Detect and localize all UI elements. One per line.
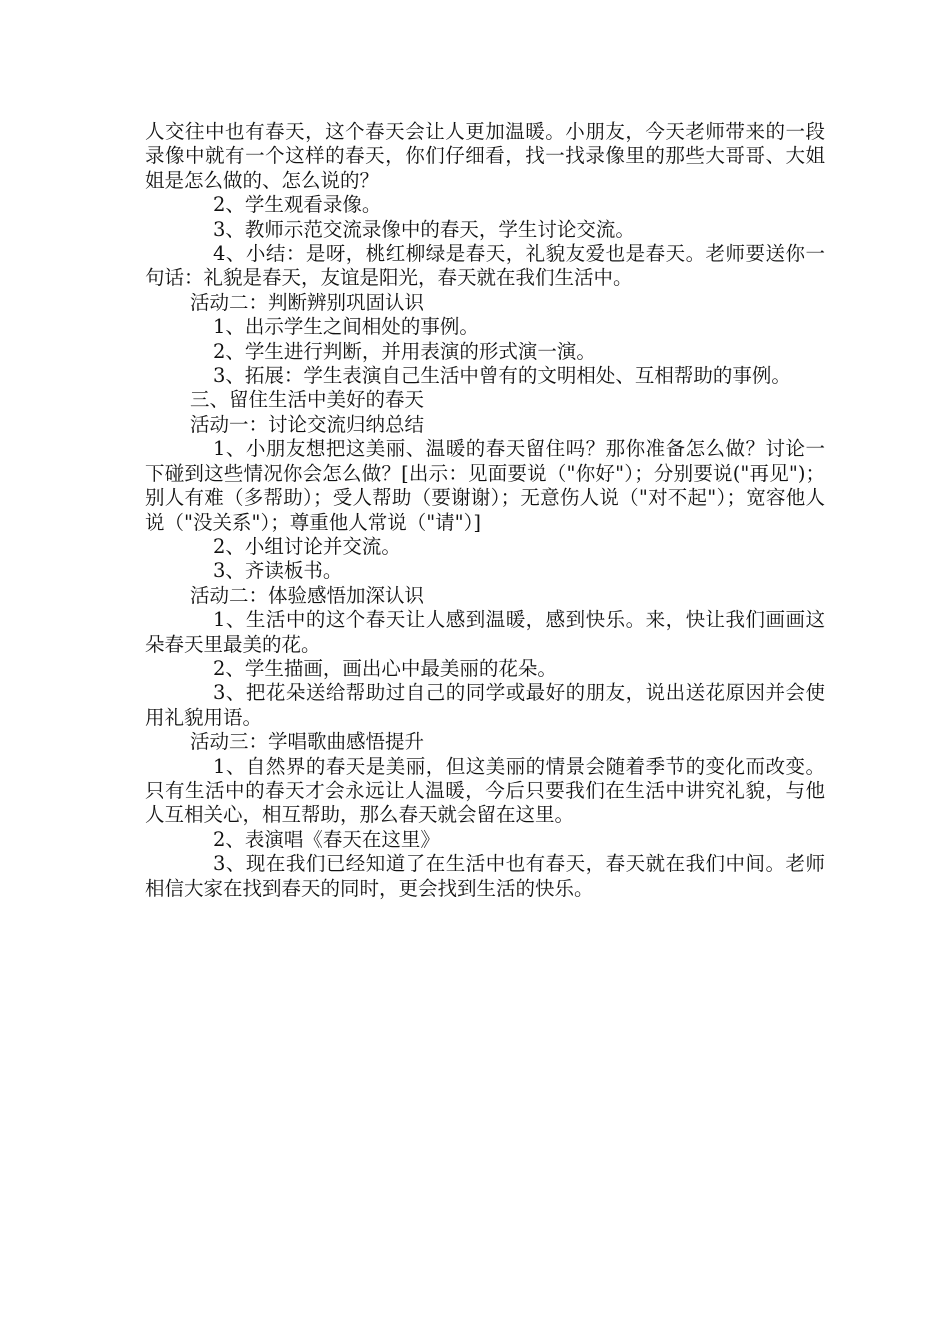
activity-heading: 活动一：讨论交流归纳总结 xyxy=(190,412,425,436)
document-page xyxy=(145,120,825,901)
section-heading: 三、留住生活中美好的春天 xyxy=(190,388,425,412)
paragraph-step: 2、学生进行判断，并用表演的形式演一演。 xyxy=(213,339,596,363)
activity-heading: 活动三：学唱歌曲感悟提升 xyxy=(190,730,425,754)
paragraph-continuation: 人交往中也有春天，这个春天会让人更加温暖。小朋友，今天老师带来的一段录像中就有一个这样的春天，你们仔细看，找一找录像里的那些大哥哥、大姐姐是怎么做的、怎么说的？ xyxy=(145,120,825,192)
paragraph-step: 1、小朋友想把这美丽、温暖的春天留住吗？那你准备怎么做？讨论一下碰到这些情况你会怎么做？[出示：见面要说（"你好"）；分别要说("再见")；别人有难（多帮助）；受人帮助（要谢谢）；无意伤人说（"对不起"）；宽容他人说（"没关系"）；尊重他人常说（"请"）] xyxy=(145,437,825,534)
paragraph-step: 1、出示学生之间相处的事例。 xyxy=(213,315,479,339)
activity-heading: 活动二：体验感悟加深认识 xyxy=(190,583,425,607)
paragraph-step: 1、自然界的春天是美丽，但这美丽的情景会随着季节的变化而改变。只有生活中的春天才会永远让人温暖，今后只要我们在生活中讲究礼貌，与他人互相关心，相互帮助，那么春天就会留在这里。 xyxy=(145,754,825,827)
activity-heading: 活动二：判断辨别巩固认识 xyxy=(190,290,425,314)
paragraph-step: 4、小结：是呀，桃红柳绿是春天，礼貌友爱也是春天。老师要送你一句话：礼貌是春天，友谊是阳光，春天就在我们生活中。 xyxy=(145,242,825,290)
paragraph-step: 3、齐读板书。 xyxy=(213,559,343,583)
paragraph-step: 2、学生观看录像。 xyxy=(213,193,382,217)
paragraph-step: 2、表演唱《春天在这里》 xyxy=(213,827,440,851)
paragraph-step: 3、把花朵送给帮助过自己的同学或最好的朋友，说出送花原因并会使用礼貌用语。 xyxy=(145,681,825,729)
paragraph-step: 2、小组讨论并交流。 xyxy=(213,534,401,558)
paragraph-step: 2、学生描画，画出心中最美丽的花朵。 xyxy=(213,656,557,680)
paragraph-step: 3、拓展：学生表演自己生活中曾有的文明相处、互相帮助的事例。 xyxy=(213,364,791,388)
paragraph-step: 3、教师示范交流录像中的春天，学生讨论交流。 xyxy=(213,217,635,241)
paragraph-step: 1、生活中的这个春天让人感到温暖，感到快乐。来，快让我们画画这朵春天里最美的花。 xyxy=(145,608,825,656)
paragraph-step: 3、现在我们已经知道了在生活中也有春天，春天就在我们中间。老师相信大家在找到春天的同时，更会找到生活的快乐。 xyxy=(145,852,825,900)
